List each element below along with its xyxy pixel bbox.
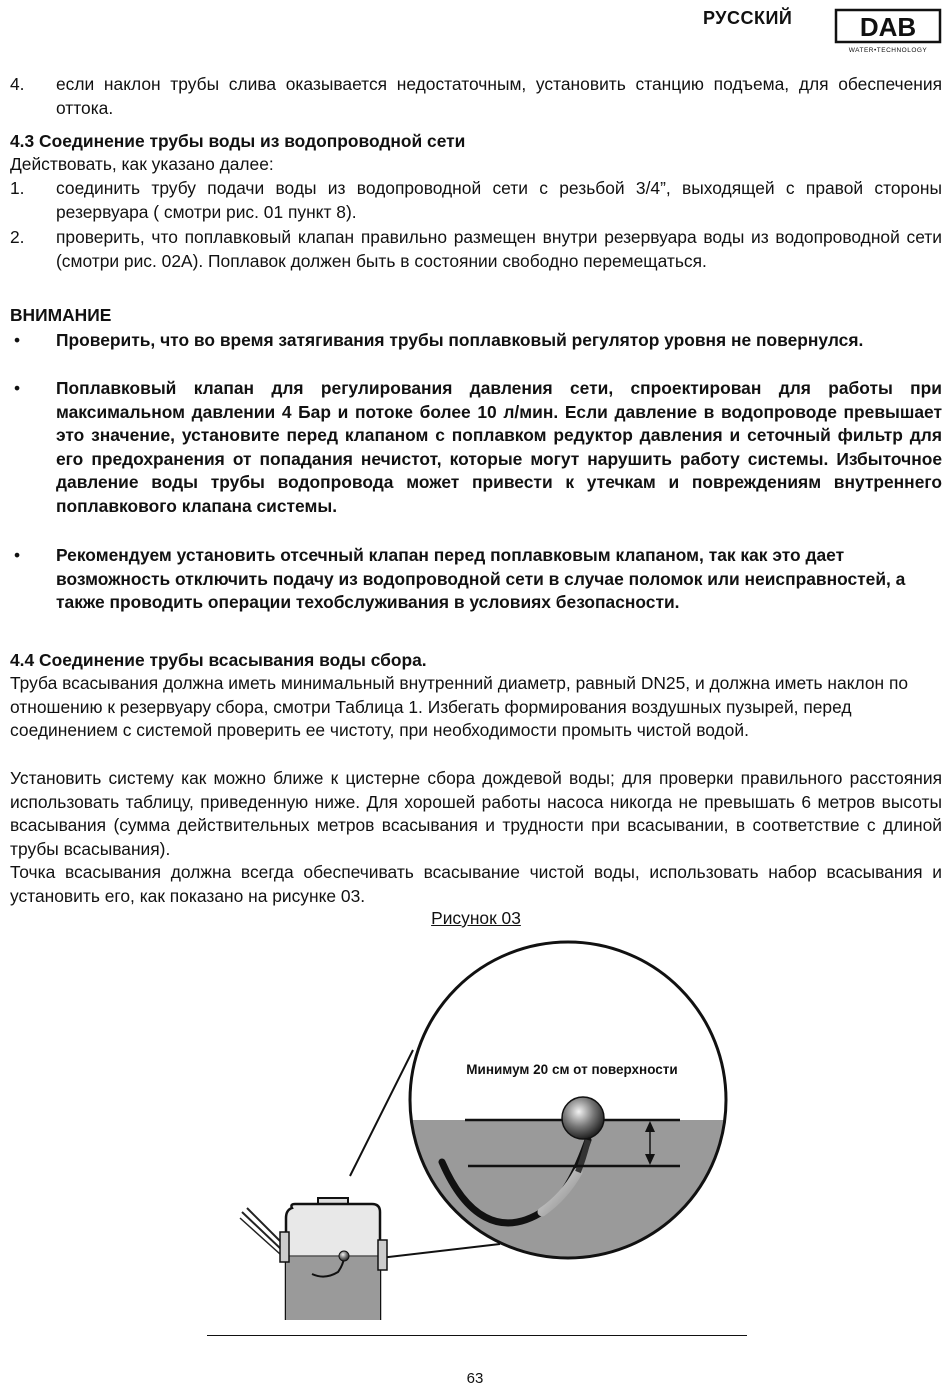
dab-logo (833, 8, 943, 54)
warning-text: Поплавковый клапан для регулирования давления сети, спроектирован для работы при максимальном давлении 4 Бар и потоке более 10 л/мин. Если давление в водопроводе превышает это значение, установите перед клапаном с поплавком редуктор давления и сеточный фильтр для его предохранения от попадания нечистот, которые могут нарушить работу системы. Избыточное давление воды трубы водопровода может привести к утечкам и повреждениям внутреннего поплавкового клапана системы. (56, 378, 942, 516)
item-text: если наклон трубы слива оказывается недостаточным, установить станцию подъема, для обеспечения оттока. (56, 74, 942, 118)
list-item (10, 73, 942, 120)
figure-caption-text: Рисунок 03 (431, 908, 521, 928)
footer-divider (207, 1335, 747, 1336)
figure-caption (0, 908, 950, 929)
logo-subtext: WATER•TECHNOLOGY (848, 47, 928, 54)
section-4-4-title: 4.4 Соединение трубы всасывания воды сбора. (10, 650, 427, 670)
page-number: 63 (466, 1370, 484, 1387)
zoom-line (350, 1050, 413, 1176)
item-number: 4. (10, 74, 25, 94)
depth-label: Минимум 20 см от поверхности (466, 1062, 678, 1077)
warning-bullet (10, 377, 942, 518)
list-item (10, 226, 942, 273)
attention-title: ВНИМАНИЕ (10, 305, 112, 325)
paragraph: Установить систему как можно ближе к цистерне сбора дождевой воды; для проверки правильного расстояния использовать таблицу, приведенную ниже. Для хорошей работы насоса никогда не превышать 6 метров высоты всасывания (сумма действительных метров всасывания и трудности при всасывании, в соответствие с длиной трубы всасывания). (10, 768, 942, 859)
warning-text: Проверить, что во время затягивания трубы поплавковый регулятор уровня не повернулся. (56, 330, 864, 350)
logo-text: DAB (859, 12, 917, 42)
warning-bullet (10, 544, 942, 615)
section-4-3-title: 4.3 Соединение трубы воды из водопроводной сети (10, 131, 466, 151)
figure-03-illustration (200, 940, 750, 1320)
item-number: 2. (10, 227, 25, 247)
paragraph: Труба всасывания должна иметь минимальный внутренний диаметр, равный DN25, и должна иметь наклон по отношению к резервуару сбора, смотри Таблица 1. Избегать формирования воздушных пузырей, перед соединением с системой проверить ее чистоту, при необходимости промыть чистой водой. (10, 673, 909, 740)
warning-bullet (10, 329, 942, 353)
paragraph: Точка всасывания должна всегда обеспечивать всасывание чистой воды, использовать набор всасывания и установить его, как показано на рисунке 03. (10, 862, 942, 906)
language-label: РУССКИЙ (703, 8, 793, 28)
section-4-3-lead: Действовать, как указано далее: (10, 154, 274, 174)
bullet-icon: • (14, 330, 21, 350)
item-text: проверить, что поплавковый клапан правильно размещен внутри резервуара воды из водопроводной сети (смотри рис. 02A). Поплавок должен быть в состоянии свободно перемещаться. (56, 227, 942, 271)
zoom-line (380, 1244, 500, 1258)
list-item (10, 177, 942, 224)
item-text: соединить трубу подачи воды из водопроводной сети с резьбой 3/4”, выходящей с правой стороны резервуара ( смотри рис. 01 пункт 8). (56, 178, 942, 222)
rain-tank (240, 1198, 387, 1320)
warning-text: Рекомендуем установить отсечный клапан перед поплавковым клапаном, так как это дает возможность отключить подачу из водопроводной сети в случае поломок или неисправностей, а также проводить операции техобслуживания в условиях безопасности. (56, 545, 906, 612)
item-number: 1. (10, 178, 25, 198)
float-ball (562, 1097, 604, 1139)
bullet-icon: • (14, 378, 21, 398)
bullet-icon: • (14, 545, 21, 565)
